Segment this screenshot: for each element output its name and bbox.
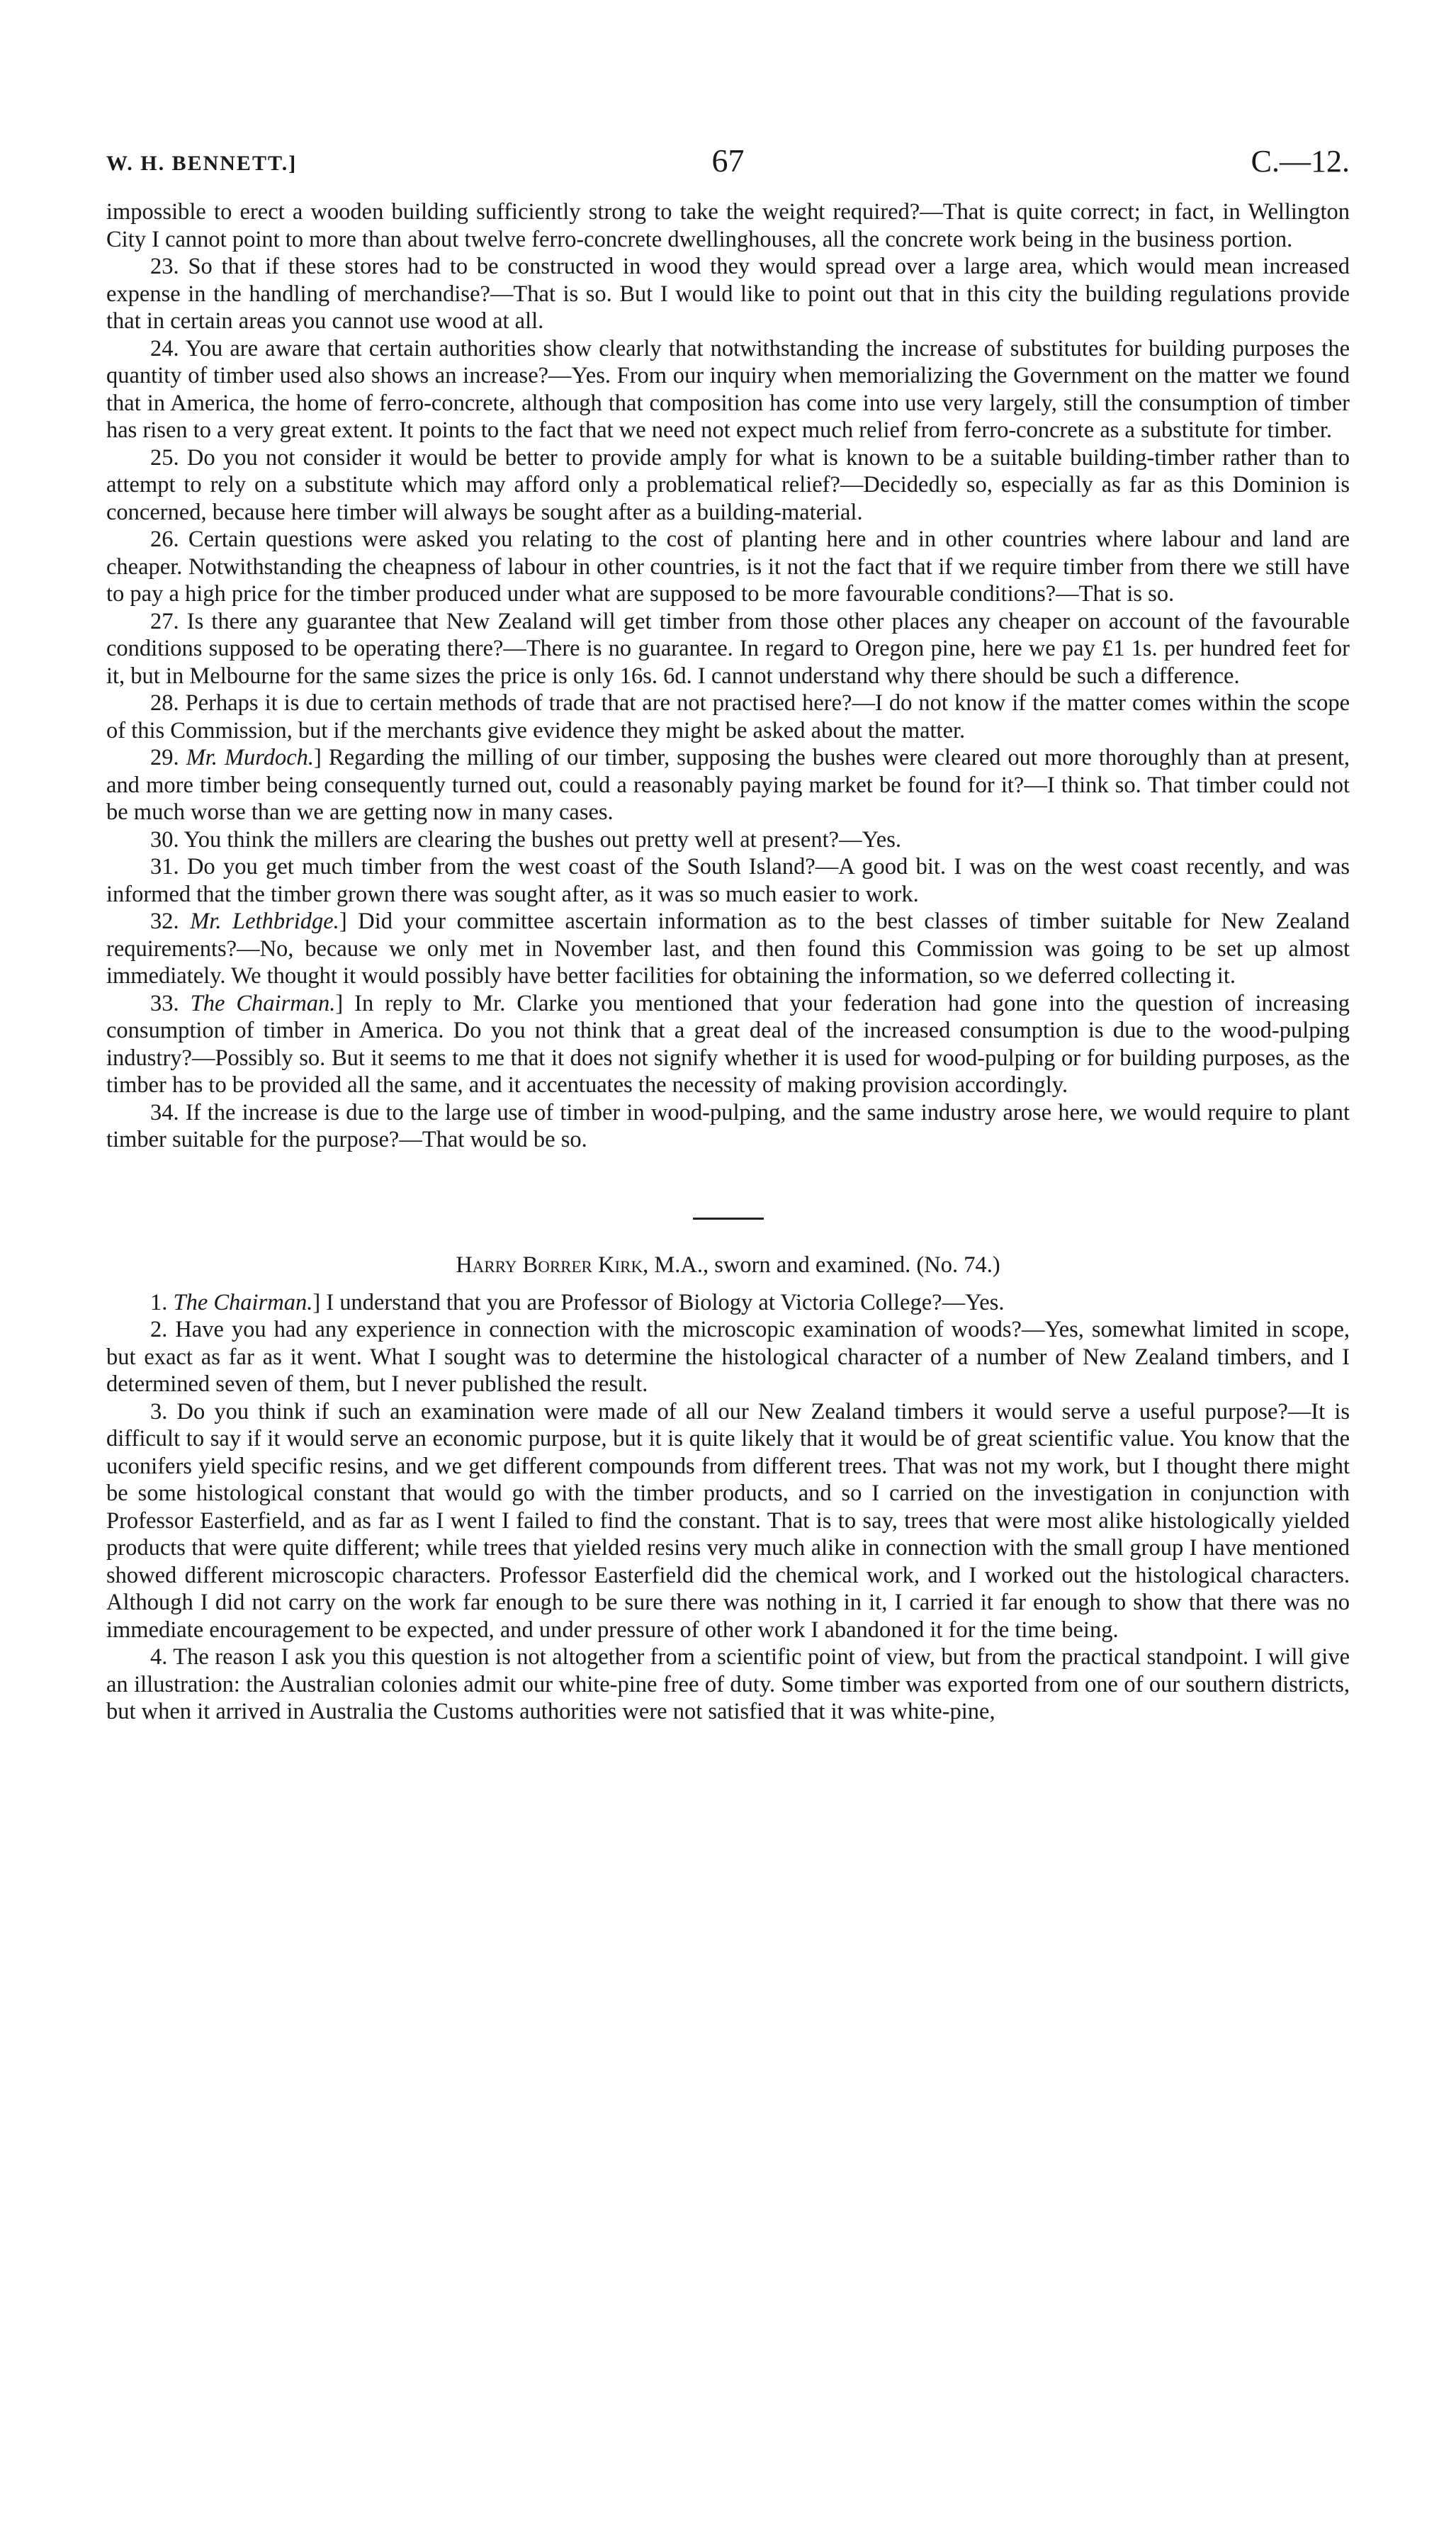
witness-name: Harry Borrer Kirk: [456, 1252, 643, 1278]
question-2: 2. Have you had any experience in connection with the microscopic examination of woods?—Yes, somewhat limited in scope, but exact as far as it went. What I sought was to determine the histological character of a number of New Zealand timbers, and I determined seven of them, but I never published the result.: [106, 1317, 1350, 1397]
question-24: 24. You are aware that certain authorities show clearly that notwithstanding the increase of substitutes for building purposes the quantity of timber used also shows an increase?—Yes. From our inquiry when memorializing the Government on the matter we found that in America, the home of ferro-concrete, although that composition has come into use very largely, still the consumption of timber has risen to a very great extent. It points to the fact that we need not expect much relief from ferro-concrete as a substitute for timber.: [106, 335, 1350, 443]
witness-details: , M.A., sworn and examined. (No. 74.): [643, 1252, 1000, 1278]
page-header: [106, 142, 1350, 198]
question-number: 32.: [150, 909, 179, 934]
question-text: ] I understand that you are Professor of Biology at Victoria College?—Yes.: [312, 1289, 1005, 1315]
question-text: ] In reply to Mr. Clarke you mentioned that your federation had gone into the question of increasing consumption of timber in America. Do you not think that a great deal of the increased consumption is due to the wood-pulping industry?—Possibly so. But it seems to me that it does not signify whether it is used for wood-pulping or for building purposes, as the timber has to be provided all the same, and it accentuates the necessity of making provision accordingly.: [106, 990, 1350, 1098]
question-29: [106, 744, 1350, 826]
paper-reference: C.—12.: [1251, 144, 1350, 179]
question-1: [106, 1289, 1350, 1317]
bennett-evidence: [106, 198, 1350, 1154]
speaker-name: The Chairman.: [190, 990, 336, 1016]
question-30: 30. You think the millers are clearing the bushes out pretty well at present?—Yes.: [150, 826, 901, 853]
question-26: 26. Certain questions were asked you relating to the cost of planting here and in other countries where labour and land are cheaper. Notwithstanding the cheapness of labour in other countries, is it not the fact that if we require timber from there we still have to pay a high price for the timber produced under what are supposed to be more favourable conditions?—That is so.: [106, 527, 1350, 607]
question-28: 28. Perhaps it is due to certain methods of trade that are not practised here?—I do not know if the matter comes within the scope of this Commission, but if the merchants give evidence they might be asked about the matter.: [106, 690, 1350, 743]
question-number: 1.: [150, 1289, 168, 1315]
question-text: ] Did your committee ascertain information as to the best classes of timber suitable for New Zealand requirements?—No, because we only met in November last, and then found this Commission was going to be set up almost immediately. We thought it would possibly have better facilities for obtaining the information, so we deferred collecting it.: [106, 909, 1350, 989]
question-4: 4. The reason I ask you this question is not altogether from a scientific point of view, but from the practical standpoint. I will give an illustration: the Australian colonies admit our white-pine free of duty. Some timber was exported from one of our southern districts, but when it arrived in Australia the Customs authorities were not satisfied that it was white-pine,: [106, 1644, 1350, 1724]
question-3: 3. Do you think if such an examination were made of all our New Zealand timbers it would serve a useful purpose?—It is difficult to say if it would serve an economic purpose, but it is quite likely that it would be of great scientific value. You know that the uconifers yield specific resins, and we get different compounds from different trees. That was not my work, but I thought there might be some histological constant that would go with the timber products, and so I carried on the investigation in conjunction with Professor Easterfield, and as far as I went I failed to find the constant. That is to say, trees that were most alike histologically yielded products that were quite different; while trees that yielded resins very much alike in connection with the small group I have mentioned showed different microscopic characters. Professor Easterfield did the chemical work, and I worked out the histological characters. Although I did not carry on the work far enough to be sure there was nothing in it, I carried it far enough to show that there was no immediate encouragement to be expected, and under pressure of other work I abandoned it for the time being.: [106, 1398, 1350, 1643]
question-32: [106, 908, 1350, 990]
question-33: [106, 990, 1350, 1099]
witness-heading: [106, 1251, 1350, 1279]
question-25: 25. Do you not consider it would be better to provide amply for what is known to be a suitable building-timber rather than to attempt to rely on a substitute which may afford only a problematical relief?—Decidedly so, especially as far as this Dominion is concerned, because here timber will always be sought after as a building-material.: [106, 444, 1350, 525]
question-number: 29.: [150, 745, 179, 770]
question-34: 34. If the increase is due to the large use of timber in wood-pulping, and the same industry arose here, we would require to plant timber suitable for the purpose?—That would be so.: [106, 1099, 1350, 1152]
header-witness: W. H. BENNETT.]: [106, 152, 298, 175]
question-31: 31. Do you get much timber from the west coast of the South Island?—A good bit. I was on the west coast recently, and was informed that the timber grown there was sought after, as it was so much easier to work.: [106, 854, 1350, 907]
question-27: 27. Is there any guarantee that New Zealand will get timber from those other places any cheaper on account of the favourable conditions supposed to be operating there?—There is no guarantee. In regard to Oregon pine, here we pay £1 1s. per hundred feet for it, but in Melbourne for the same sizes the price is only 16s. 6d. I cannot understand why there should be such a difference.: [106, 608, 1350, 689]
section-divider: [693, 1218, 764, 1220]
continued-answer: impossible to erect a wooden building sufficiently strong to take the weight required?—That is quite correct; in fact, in Wellington City I cannot point to more than about twelve ferro-concrete dwellinghouses, all the concrete work being in the business portion.: [106, 199, 1350, 252]
question-text: ] Regarding the milling of our timber, supposing the bushes were cleared out more thoroughly than at present, and more timber being consequently turned out, could a reasonably paying market be found for it?—I think so. That timber could not be much worse than we are getting now in many cases.: [106, 745, 1350, 825]
page-number: 67: [711, 142, 745, 179]
document-page: [106, 142, 1350, 1726]
speaker-name: Mr. Murdoch.: [186, 745, 315, 770]
speaker-name: The Chairman.: [173, 1289, 313, 1315]
speaker-name: Mr. Lethbridge.: [190, 909, 339, 934]
question-number: 33.: [150, 990, 179, 1016]
kirk-evidence: [106, 1289, 1350, 1726]
question-23: 23. So that if these stores had to be constructed in wood they would spread over a large area, which would mean increased expense in the handling of merchandise?—That is so. But I would like to point out that in this city the building regulations provide that in certain areas you cannot use wood at all.: [106, 254, 1350, 334]
